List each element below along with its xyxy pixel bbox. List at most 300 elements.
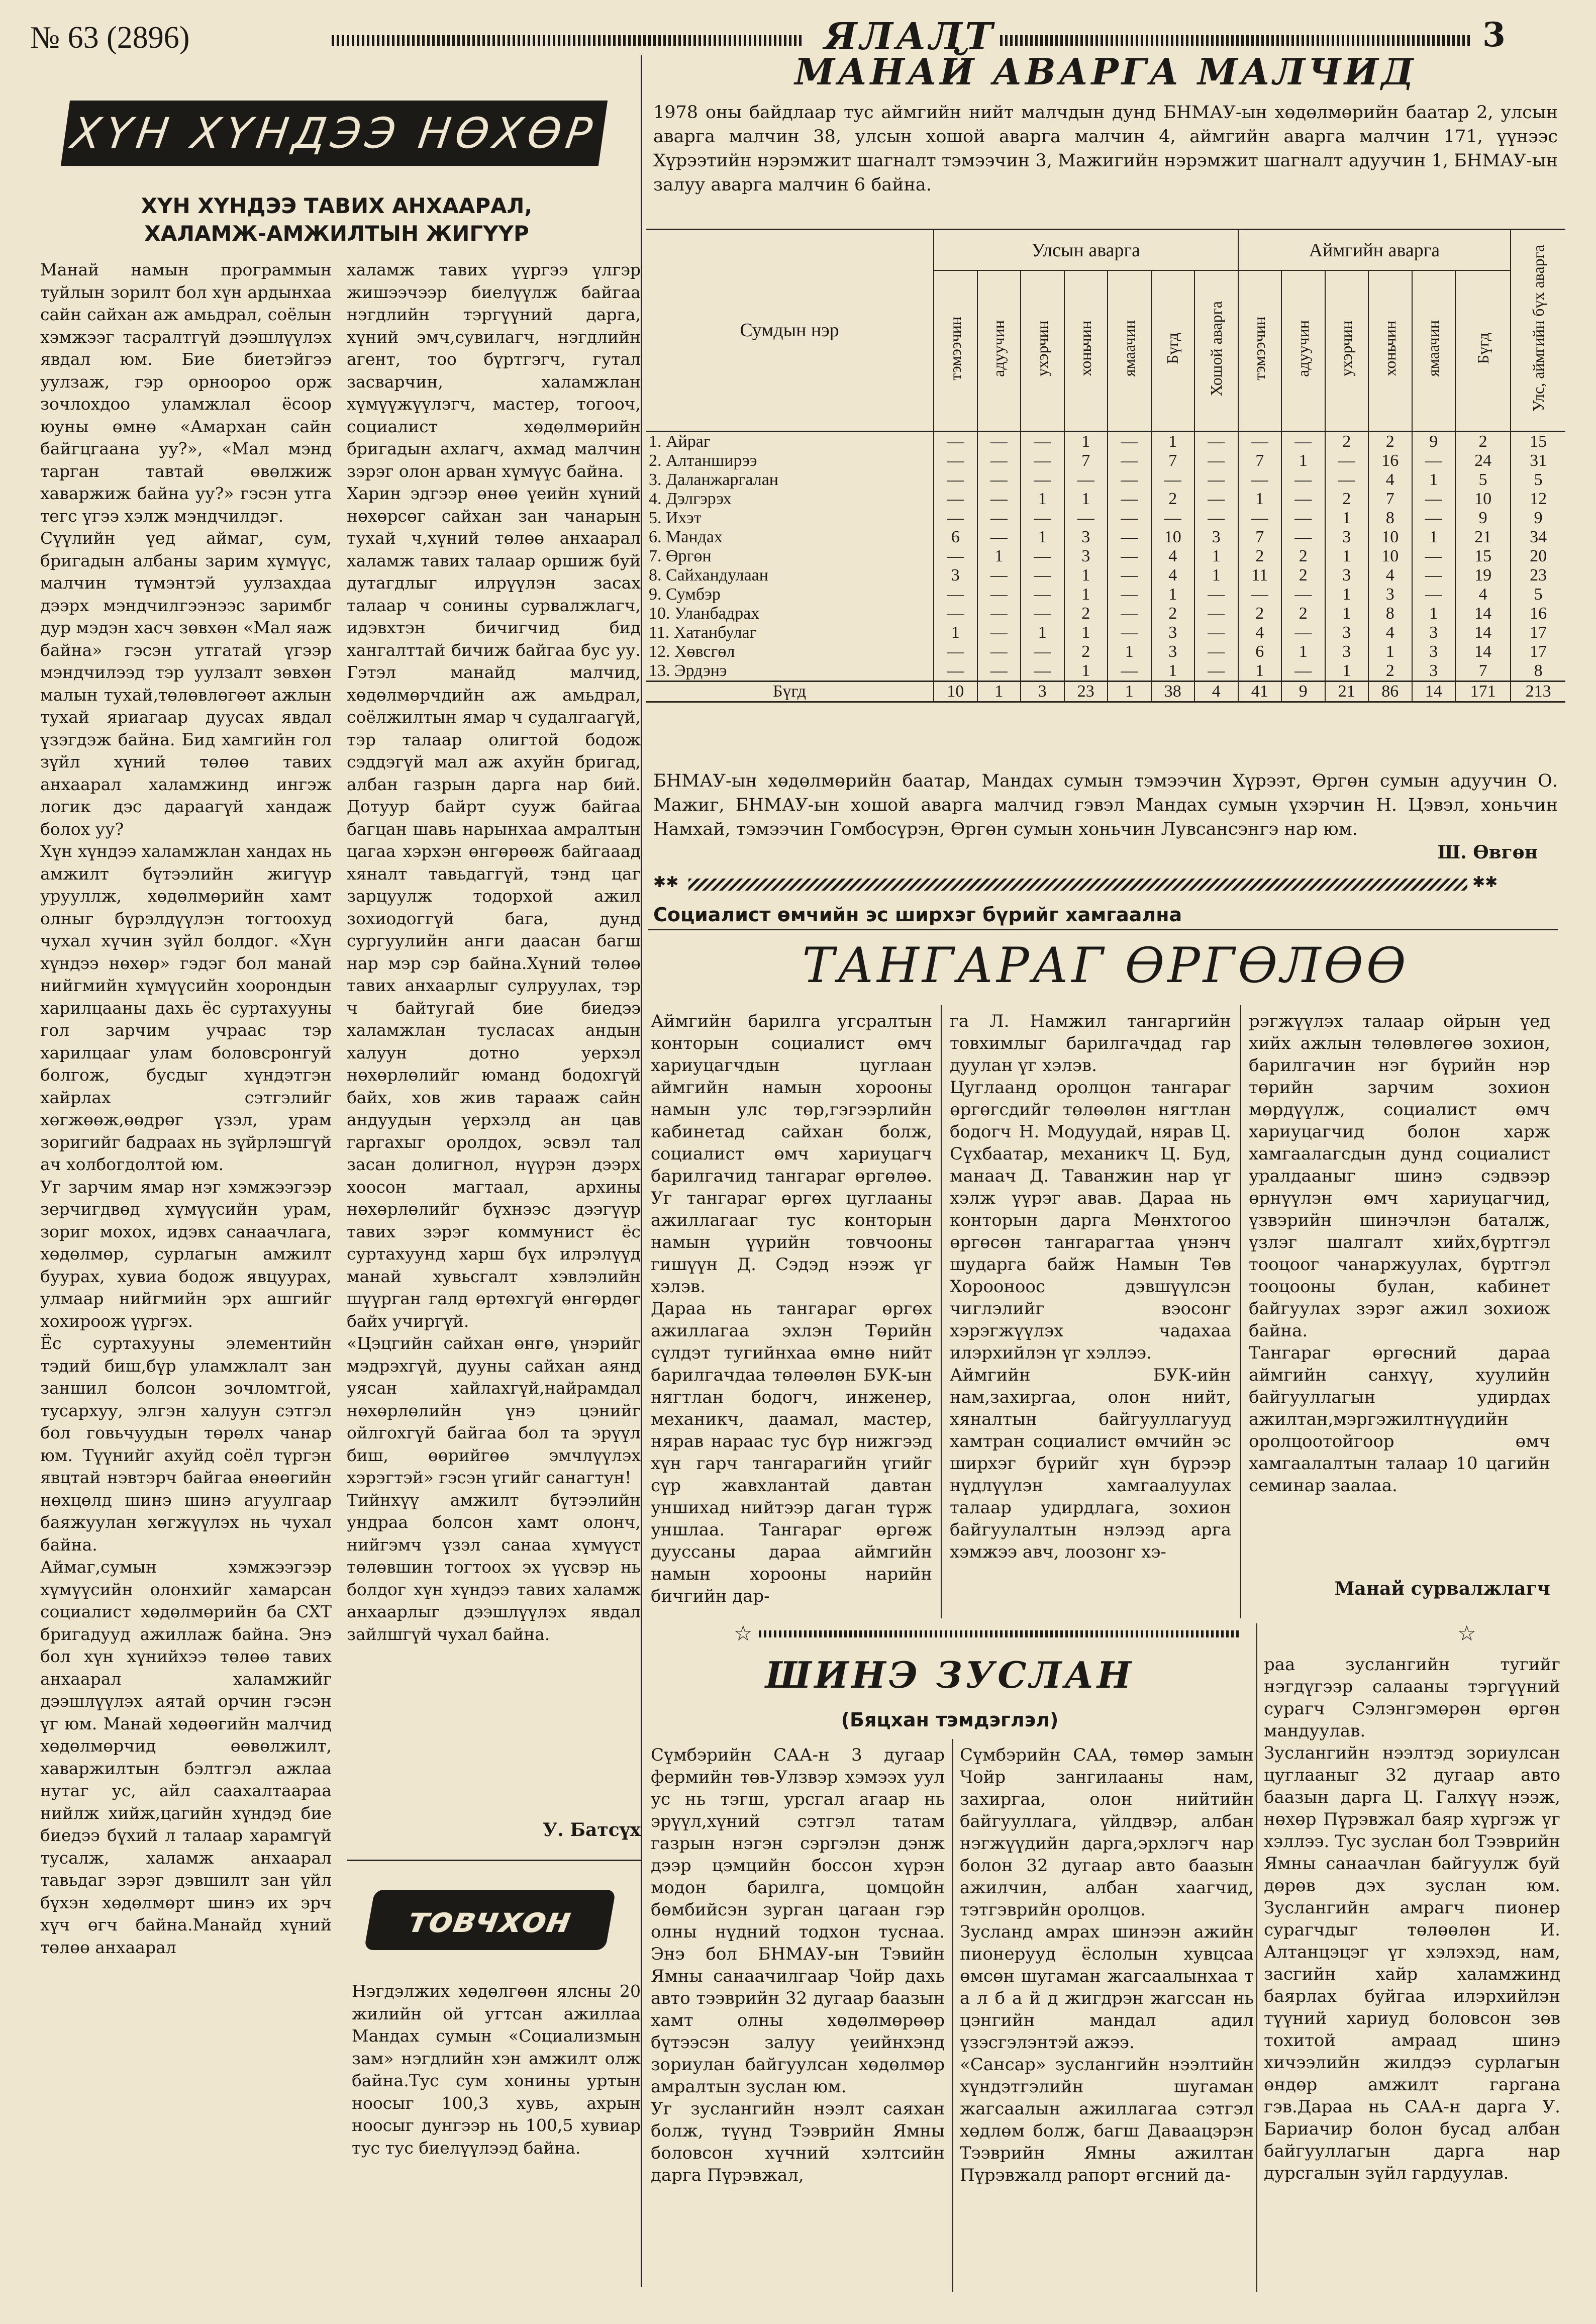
col-label: хоньчин	[1076, 321, 1095, 376]
table-cell: 2	[1064, 604, 1108, 623]
col-label: ямаачин	[1424, 320, 1443, 377]
awards-table-wrap	[646, 229, 1565, 703]
table-cell: —	[977, 470, 1021, 490]
table-cell: 14	[1455, 604, 1511, 623]
table-cell: 10	[1368, 547, 1412, 566]
table-cell: 4	[1238, 623, 1282, 642]
table-cell: —	[1021, 642, 1064, 661]
table-cell: —	[934, 604, 977, 623]
awards-title: МАНАЙ АВАРГА МАЛЧИД	[794, 50, 1417, 93]
col-aimag-goat	[1412, 270, 1456, 431]
table-cell: —	[1194, 585, 1238, 604]
camp-col-1: Сүмбэрийн САА-н 3 дугаар фермийн төв-Улзвэр хэмээх уул ус нь тэгш, урсгал агаар нь эрүүл,хүний сэтгэл татам газрын нэгэн сэргэлэн дэнж дээр цэмцийн боссон хүрэн модон барилга, цомцойн бөмбийсэн зурган цагаан гэр олны нүдний тодхон туснаа. Энэ бол БНМАУ-ын Тэвийн Ямны санаачилгаар Чойр дахь авто тээврийн 32 дугаар баазын хамт олны хөдөлмөрөөр бүтээсэн залуу үеийнхэнд зориулан байгуулсан хөдөлмөр амралтын зуслан юм. Уг зуслангийн нээлт саяхан болж, түүнд Тээврийн Ямны боловсон хүчний хэлтсийн дарга Пүрэвжал,	[651, 1745, 945, 2185]
col-label: Бүгд	[1163, 333, 1182, 364]
table-cell: —	[1412, 547, 1456, 566]
col-state-sheep	[1064, 270, 1108, 431]
table-cell: 21	[1455, 528, 1511, 547]
table-cell: 5	[1511, 585, 1565, 604]
table-cell: —	[1194, 470, 1238, 490]
table-cell: —	[977, 451, 1021, 470]
col-aimag-camel	[1238, 270, 1282, 431]
paper-name: ЯЛАЛТ	[824, 15, 996, 58]
table-cell: 3	[1064, 528, 1108, 547]
table-cell: 1	[1021, 490, 1064, 509]
table-cell-sum-name: 7. Өргөн	[649, 546, 712, 565]
table-cell: —	[1281, 509, 1325, 528]
camp-star-right: ☆	[1457, 1621, 1476, 1645]
table-cell: 2	[1368, 661, 1412, 682]
table-cell: —	[1194, 604, 1238, 623]
table-cell: 3	[1064, 547, 1108, 566]
flag-signature: Манай сурвалжлагч	[1334, 1578, 1550, 1599]
table-row	[646, 470, 1565, 490]
table-cell: 1	[1412, 470, 1456, 490]
table-row	[646, 451, 1565, 470]
table-cell: —	[934, 642, 977, 661]
table-cell-sum-name: 10. Уланбадрах	[649, 604, 760, 623]
col-aimag-cattle	[1325, 270, 1369, 431]
rubric-title: ХҮН ХҮНДЭЭ НӨХӨР	[68, 109, 600, 158]
table-cell: —	[1151, 509, 1195, 528]
table-cell: 38	[1151, 681, 1195, 701]
table-cell: 1	[1325, 661, 1369, 682]
table-cell: —	[1064, 470, 1108, 490]
col-label: Хошой аварга	[1207, 301, 1225, 396]
table-row	[646, 509, 1565, 528]
table-cell: —	[977, 490, 1021, 509]
table-cell: 3	[1325, 642, 1369, 661]
table-cell: 1	[1194, 547, 1238, 566]
table-cell-sum-name: 4. Дэлгэрэх	[649, 489, 732, 508]
table-cell: —	[977, 509, 1021, 528]
table-cell: 1	[1412, 528, 1456, 547]
table-cell: —	[1108, 604, 1151, 623]
table-cell: 7	[1238, 451, 1282, 470]
table-cell: 15	[1511, 431, 1565, 451]
table-cell: 3	[1412, 642, 1456, 661]
table-cell: 2	[1238, 604, 1282, 623]
table-cell: 8	[1511, 661, 1565, 682]
table-cell: 16	[1368, 451, 1412, 470]
table-cell: 1	[1281, 451, 1325, 470]
table-row	[646, 431, 1565, 451]
table-cell: 1	[1064, 661, 1108, 682]
header-name: Сумдын нэр	[740, 320, 839, 341]
camp-title: ШИНЭ ЗУСЛАН	[765, 1654, 1134, 1696]
col-label: ухэрчин	[1033, 320, 1051, 376]
table-cell-sum-name: 3. Даланжаргалан	[649, 470, 779, 489]
table-cell: 24	[1455, 451, 1511, 470]
table-cell-sum-name: Бүгд	[772, 682, 807, 701]
masthead-hatch-left	[332, 35, 804, 46]
brief-text: Нэгдэлжих хөдөлгөөн ялсны 20 жилийн ой угтсан ажиллаа Мандах сумын «Социализмын зам» нэгдлийн хэн амжилт олж байна.Тус сум хонины уртын ноосыг 100,3 хувь, ахрын ноосыг дунгээр нь 100,5 хувиар тус тус биелүүлээд байна.	[352, 1981, 641, 2158]
table-cell: 16	[1511, 604, 1565, 623]
table-cell: —	[977, 528, 1021, 547]
table-cell: —	[1194, 451, 1238, 470]
table-cell: —	[1064, 509, 1108, 528]
table-cell: —	[1412, 490, 1456, 509]
table-row	[646, 547, 1565, 566]
table-cell: 1	[1325, 604, 1369, 623]
table-cell: 1	[1064, 566, 1108, 585]
table-cell-sum-name: 13. Эрдэнэ	[649, 661, 727, 680]
table-cell: 86	[1368, 681, 1412, 701]
table-cell: —	[1325, 470, 1369, 490]
table-cell: 1	[1194, 566, 1238, 585]
table-cell: 3	[1412, 661, 1456, 682]
table-cell: 10	[1368, 528, 1412, 547]
awards-signature: Ш. Өвгөн	[1437, 842, 1538, 863]
banner-hatch	[688, 879, 1467, 891]
table-cell: 17	[1511, 642, 1565, 661]
table-cell: —	[1281, 528, 1325, 547]
table-cell: 23	[1064, 681, 1108, 701]
flag-article-title: ТАНГАРАГ ӨРГӨЛӨӨ	[802, 937, 1409, 994]
table-cell: —	[1151, 470, 1195, 490]
col-label: адуучин	[1293, 320, 1312, 377]
divider-left	[641, 55, 642, 2287]
table-cell: —	[1021, 566, 1064, 585]
col-state-camel	[934, 270, 977, 431]
table-cell: 1	[1064, 490, 1108, 509]
table-cell: 213	[1511, 681, 1565, 701]
table-cell: 1	[1108, 681, 1151, 701]
table-cell: —	[1325, 451, 1369, 470]
col-state-total	[1151, 270, 1195, 431]
table-cell: 11	[1238, 566, 1282, 585]
table-cell: 8	[1368, 604, 1412, 623]
table-cell: —	[1021, 451, 1064, 470]
banner-stars: ✱✱	[653, 874, 679, 891]
col-label: хоньчин	[1380, 321, 1399, 376]
table-cell: 4	[1368, 623, 1412, 642]
col-aimag-horse	[1281, 270, 1325, 431]
table-cell: 1	[1151, 431, 1195, 451]
table-cell: 21	[1325, 681, 1369, 701]
table-cell: —	[1194, 509, 1238, 528]
headline-1: ХҮН ХҮНДЭЭ ТАВИХ АНХААРАЛ,	[141, 193, 533, 218]
table-cell: 14	[1412, 681, 1456, 701]
brief-rubric	[364, 1890, 616, 1950]
table-cell: —	[977, 623, 1021, 642]
table-cell: 2	[1368, 431, 1412, 451]
awards-outro: БНМАУ-ын хөдөлмөрийн баатар, Мандах сумын тэмээчин Хүрээт, Өргөн сумын адуучин О. Мажиг, БНМАУ-ын хошой аварга малчид гэвэл Мандах сумын үхэрчин Н. Цэвэл, хоньчин Намхай, тэмээчин Гомбосүрэн, Өргөн сумын хоньчин Лувсансэнгэ нар юм.	[653, 771, 1558, 839]
table-cell: —	[1281, 470, 1325, 490]
table-cell: —	[1238, 470, 1282, 490]
table-cell: —	[1021, 509, 1064, 528]
table-cell: —	[1281, 431, 1325, 451]
table-cell: 5	[1511, 470, 1565, 490]
table-cell-sum-name: 8. Сайхандулаан	[649, 565, 768, 585]
table-cell: —	[1021, 585, 1064, 604]
banner-rubric: Социалист өмчийн эс ширхэг бүрийг хамгаална	[653, 904, 1182, 926]
table-cell: 3	[1325, 623, 1369, 642]
table-cell-sum-name: 1. Айраг	[649, 432, 711, 451]
col-label: тэмээчин	[946, 316, 964, 380]
table-cell: 14	[1455, 642, 1511, 661]
table-cell: —	[934, 470, 977, 490]
table-cell: —	[1108, 490, 1151, 509]
flag-divider-2	[1240, 1005, 1241, 1618]
table-cell: 1	[1064, 585, 1108, 604]
table-cell: —	[1108, 470, 1151, 490]
table-cell: 10	[1455, 490, 1511, 509]
table-cell: 2	[1151, 490, 1195, 509]
table-cell: 3	[1021, 681, 1064, 701]
brief-rubric-label: товчхон	[405, 1899, 575, 1941]
table-cell: 23	[1511, 566, 1565, 585]
table-cell: —	[1238, 585, 1282, 604]
table-cell: 4	[1151, 547, 1195, 566]
table-cell: 1	[977, 681, 1021, 701]
table-cell: 2	[1325, 490, 1369, 509]
header-aimag: Аймгийн аварга	[1238, 230, 1511, 270]
col-label: ямаачин	[1120, 320, 1138, 377]
headline-2: ХАЛАМЖ-АМЖИЛТЫН ЖИГҮҮР	[144, 221, 529, 246]
camp-divider-1	[952, 1739, 953, 2292]
table-cell: —	[977, 585, 1021, 604]
table-row	[646, 585, 1565, 604]
table-cell: 4	[1455, 585, 1511, 604]
table-cell: —	[1108, 509, 1151, 528]
table-cell-sum-name: 5. Ихэт	[649, 508, 702, 527]
table-cell: 9	[1412, 431, 1456, 451]
table-row	[646, 661, 1565, 682]
table-cell: 3	[1151, 623, 1195, 642]
table-cell: 171	[1455, 681, 1511, 701]
table-cell: —	[1412, 509, 1456, 528]
col-label: адуучин	[989, 320, 1008, 377]
table-cell: 1	[1368, 642, 1412, 661]
article-col-2: халамж тавих үүргээ үлгэр жишээчээр биелүүлж байгаа нэгдлийн тэргүүний дарга, хүний эмч,сувилагч, нэгдлийн агент, тоо бүртгэгч, гутал засварчин, халамжлан хүмүүжүүлэгч, мастер, тогооч, социалист хөдөлмөрийн бригадын ахлагч, ахмад малчин зэрэг олон арван хүмүүс байна. Харин эдгээр өнөө үеийн хүний нөхөрсөг сайхан зан чанарын тухай ч,хүний төлөө анхаарал халамж тавих талаар оршиж буй дутагдлыг илрүүлэн засах талаар ч сонины сурвалжлагч, идэвхтэн бичигчид бид хангалттай бичиж байгаа бус уу. Гэтэл манайд малчид, хөдөлмөрчдийн аж амьдрал, соёлжилтын ямар ч судалгаагүй, тэр талаар олигтой бодож сэддэгүй мал аж ахуйн бригад, албан газрын дарга нар бий. Дотуур байрт сууж байгаа багцан шавь нарынхаа амралтын цагаа хэрхэн өнгөрөөж байгааад хяналт тавьдаггүй, тэнд цаг зарцуулж тодорхой ажил зохиодоггүй бага, дунд сургуулийн анги даасан багш нар мэр сэр байна.Хүний төлөө тавих анхаарлыг сулруулах, тэр ч байтугай бие биедээ халамжлан тусласах андын халуун дотно уерхэл нөхөрлөлийг юманд бодохгүй байх, хов жив тарааж сайн андуудын үерхэлд ан цав гаргахыг оролдох, эсвэл тал засан долигнол, нүүрэн дээрх хоосон магтаал, архины нөхөрлөлийг бүхнээс дээгүүр тавих зэрэг коммунист ёс суртахуунд харш бүх илрэлүүд манай хувьсгалт хэвлэлийн шүүрган галд өртөхгүй өнгөрдөг байх учиргүй. «Цэцгийн сайхан өнгө, үнэрийг мэдрэхгүй, дууны сайхан аянд уясан хайлахгүй,найрамдал нөхөрлөлийн үнэ цэнийг ойлгохгүй байгаа бол та эрүүл биш, өөрийгөө эмчлүүлэх хэрэгтэй» гэсэн үгийг санагтун! Тийнхүү амжилт бүтээлийн ундраа болсон хамт олонч, нийгэмч үзэл санаа хүмүүст төлөвшин тогтоох эх үүсвэр нь болдог хүн хүндээ тавих халамж анхаарлыг дээшлүүлэх явдал зайлшгүй чухал байна.	[347, 260, 641, 1644]
table-cell: —	[1108, 623, 1151, 642]
table-cell: 17	[1511, 623, 1565, 642]
awards-table-body	[646, 431, 1565, 701]
col-label: тэмээчин	[1250, 316, 1269, 380]
table-row	[646, 566, 1565, 585]
table-cell: 3	[1151, 642, 1195, 661]
table-cell: 3	[1368, 585, 1412, 604]
awards-table	[646, 230, 1565, 701]
table-cell: 9	[1511, 509, 1565, 528]
table-cell: 7	[1368, 490, 1412, 509]
table-cell: 34	[1511, 528, 1565, 547]
table-header-row-1	[646, 230, 1565, 270]
table-cell: 2	[1281, 547, 1325, 566]
table-cell: 1	[1325, 585, 1369, 604]
table-cell: 2	[1238, 547, 1282, 566]
table-cell: —	[977, 642, 1021, 661]
table-cell-sum-name: 6. Мандах	[649, 527, 723, 546]
rubric-banner	[61, 101, 608, 166]
table-cell: —	[934, 490, 977, 509]
table-cell: 7	[1151, 451, 1195, 470]
table-cell: 19	[1455, 566, 1511, 585]
table-cell: 14	[1455, 623, 1511, 642]
table-cell: —	[1108, 431, 1151, 451]
table-cell: —	[1281, 490, 1325, 509]
table-cell: —	[1108, 585, 1151, 604]
article-col-1: Манай намын программын туйлын зорилт бол хүн ардынхаа сайн сайхан аж амьдрал, соёлын хэмжээг тасралтгүй дээшлүүлэх явдал юм. Бие биетэйгээ уулзаж, гэр орноороо орж зочлохдоо уламжлал ёсоор юуны өмнө «Амархан сайн байгцгаана уу?», «Мал мэнд тарган тавтай өвөлжиж хаваржиж байна уу?» гэсэн утга тегс үгээ хэлж мэндчилдэг. Сүүлийн үед аймаг, сум, бригадын албаны зарим хүмүүс, малчин түмэнтэй уулзахдаа дээрх мэндчилгээнээс заримбг дур мэдэн хасч зөвхөн «Мал яаж байна» гэсэн утгатай үгээр мэндчилээд тэр уулзалт зөвхөн малын тухай,төлөвлөгөөт ажлын тухай яриагаар дуусах явдал үзэгдэж байна. Бид хамгийн гол зүйл хүний төлөө тавих анхаарал халамжинд ингэж логик дэс дараагүй хандаж болох уу? Хүн хүндээ халамжлан хандах нь амжилт бүтээлийн жигүүр урууллж, хөдөлмөрийн хамт олныг бүрэлдүүлэн тогтоохуд чухал хүчин зүйл болдог. «Хүн хүндээ нөхөр» гэдэг бол манай нийгмийн хүмүүсийн хоорондын харилцааны дахь ёс суртахууны гол зарчим учраас тэр харилцааг улам боловсронгуй болгож, бусдыг хүндэтгэн хайрлах сэтгэлийг хөгжөөж,өөдрөг үзэл, урам зоригийг бадраах нь зүйрлэшгүй ач холбогдолтой юм. Уг зарчим ямар нэг хэмжээгээр зерчигдвөд хүмүүсийн урам, зориг мохох, идэвх санаачлага, хөдөлмөр, сурлагын амжилт буурах, хувиа бодож явцуурах, улмаар нийгмийн эрх ашгийг хохироож үүргэх. Ёс суртахууны элементийн тэдий биш,бүр уламжлалт зан заншил болсон зочломтгой, тусархуу, элгэн халуун сэтгэл бол говьчуудын төрөлх чанар юм. Түүнийг ахуйд соёл түргэн явцтай нэвтэрч байгаа өнөөгийн нөхцөлд шинэ шинэ агуулгаар баяжуулан хөгжүүлэх нь чухал байна. Аймаг,сумын хэмжээгээр хүмүүсийн олонхийг хамарсан социалист хөдөлмөрийн ба СХТ бригадууд ажиллаж байна. Энэ бол хүн хүнийхээ төлөө тавих анхаарал халамжийг дээшлүүлэх аятай орчин гэсэн үг юм. Манай хөдөөгийн малчид хөдөлмөрчид өөвөлжилт, хаваржилтын бэлтгэл ажлаа нутаг ус, айл саахалтаараа нийлж хийж,цагийн хүндэд бие биедээ бүхий л талаар харамгүй тусалж, халамж анхаарал тавьдаг зэрэг дэвшилт зан үйл бүхэн хөдөлмөрт шинэ их эрч хүч өгч байна.Манайд хүний төлөө анхаарал	[40, 260, 332, 1957]
col-label: ухэрчин	[1337, 320, 1356, 376]
table-cell-sum-name: 11. Хатанбулаг	[649, 623, 757, 642]
table-cell: 9	[1281, 681, 1325, 701]
table-cell: —	[934, 431, 977, 451]
issue-number: № 63 (2896)	[30, 21, 190, 55]
table-cell-sum-name: 2. Алтанширээ	[649, 451, 757, 470]
table-cell: —	[1108, 528, 1151, 547]
table-cell: 20	[1511, 547, 1565, 566]
flag-divider-1	[941, 1005, 942, 1618]
table-cell: 6	[1238, 642, 1282, 661]
table-cell: 1	[1412, 604, 1456, 623]
table-cell: —	[1021, 470, 1064, 490]
table-cell: 3	[1325, 566, 1369, 585]
table-cell: —	[934, 509, 977, 528]
table-cell: 1	[934, 623, 977, 642]
table-cell: 10	[934, 681, 977, 701]
table-cell: 1	[1238, 661, 1282, 682]
table-cell: 2	[1151, 604, 1195, 623]
col-label: Бүгд	[1473, 333, 1492, 364]
table-cell: —	[1108, 566, 1151, 585]
header-state: Улсын аварга	[934, 230, 1238, 270]
table-cell: 15	[1455, 547, 1511, 566]
page-number: 3	[1482, 15, 1506, 54]
table-cell: 1	[1064, 431, 1108, 451]
table-cell: 7	[1455, 661, 1511, 682]
banner-underline	[648, 929, 1558, 930]
table-cell: 1	[1151, 661, 1195, 682]
table-cell: 10	[1151, 528, 1195, 547]
table-cell: —	[1021, 604, 1064, 623]
table-row	[646, 528, 1565, 547]
table-cell: —	[934, 547, 977, 566]
flag-col-2: га Л. Намжил тангаргийн товхимлыг барилгачдад гар дуулан үг хэлэв. Цуглаанд оролцон тангараг өргөгсдийг төлөөлөн нягтлан бодогч Н. Модуудай, нярав Ц. Сүхбаатар, механикч Ц. Буд, манаач Д. Таванжин нар үг хэлж үүрэг авав. Дараа нь конторын дарга Мөнхтогоо өргөсөн тангарагтаа үнэнч шударга байж Намын Төв Хорооноос дэвшүүлсэн чиглэлийг вэосонг хэрэгжүүлэх чадахаа илэрхийлэн үг хэллээ. Аймгийн БУК-ийн нам,захиргаа, олон нийт, хяналтын байгууллагууд хамтран социалист өмчийн эс ширхэг бүрийг хүн бүрээр нүдлүүлэн хамгаалуулах талаар удирдлага, зохион байгуулалтын нэлээд арга хэмжээ авч, лоозонг хэ-	[950, 1011, 1231, 1562]
col-label-total-all: Улс, аймгийн бүх аварга	[1529, 244, 1547, 412]
table-cell-sum-name: 9. Сумбэр	[649, 585, 721, 604]
table-cell: —	[1194, 490, 1238, 509]
table-cell: 12	[1511, 490, 1565, 509]
table-cell: —	[934, 451, 977, 470]
table-cell: 41	[1238, 681, 1282, 701]
table-row	[646, 642, 1565, 661]
table-cell: —	[1238, 509, 1282, 528]
awards-intro: 1978 оны байдлаар тус аймгийн нийт малчдын дунд БНМАУ-ын хөдөлмөрийн баатар 2, улсын аварга малчин 38, улсын хошой аварга малчин 4, аймгийн аварга малчин 171, үүнээс Хүрээтийн нэрэмжит шагналт тэмээчин 3, Мажигийн нэрэмжит шагналт адуучин 1, БНМАУ-ын залуу аварга малчин 6 байна.	[653, 103, 1558, 195]
col-state-double	[1194, 270, 1238, 431]
camp-star-left: ☆	[734, 1621, 753, 1645]
table-cell: —	[1108, 661, 1151, 682]
table-row	[646, 623, 1565, 642]
table-cell: 2	[1281, 566, 1325, 585]
camp-col-2: Сүмбэрийн САА, төмөр замын Чойр зангилааны нам, захиргаа, олон нийтийн байгууллага, үйлдвэр, албан нэгжүүдийн дарга,эрхлэгч нар болон 32 дугаар авто баазын ажилчин, албан хаагчид, тэтгэврийн оролцов. Зусланд амрах шинээн ажийн пионерууд ёслолын хувцсаа өмсөн шугаман жагсаалынхаа т а л б а й д жигдрэн жагссан нь цэнгийн мандал адил үзэсгэлэнтэй ажээ. «Сансар» зуслангийн нээлтийн хүндэтгэлийн шугаман жагсаалын ажиллагаа сэтгэл хөдлөм болж, багш Даваацэрэн Тээврийн Ямны ажилтан Пүрэвжалд рапорт өгсний да-	[960, 1745, 1254, 2185]
banner-stars-right: ✱✱	[1472, 874, 1498, 891]
table-cell: 9	[1455, 509, 1511, 528]
camp-col-3: раа зуслангийн тугийг нэгдүгээр салааны тэргүүний сурагч Сэлэнгэмөрөн өргөн мандуулав. Зуслангийн нээлтэд зориулсан цуглааныг 32 дугаар авто баазын дарга Ц. Галхүү нээж, нөхөр Пүрэвжал баяр хүргэж үг хэллээ. Тус зуслан бол Тээврийн Ямны санаачлан байгуулж буй дөрөв дэх зуслан юм. Зуслангийн амрагч пионер сурагчдыг төлөөлөн И. Алтанцэцэг үг хэлэхэд, нам, засгийн хайр халамжинд баярлах буйгаа илэрхийлэн түүний хариуд боловсон зөв тохитой амраад шинэ хичээлийн жилдээ сурлагын өндөр амжилт гаргана гэв.Дараа нь САА-н дарга У. Бариачир болон бусад албан байгууллагын дарга нар дурсгалын зүйл гардуулав.	[1264, 1655, 1560, 2183]
table-row	[646, 604, 1565, 623]
flag-col-3: рэгжүүлэх талаар ойрын үед хийх ажлын төлөвлөгөө зохион, барилгачин нэг бүрийн нэр төрийн зарчим зохион мөрдүүлж, социалист өмч хариуцагчид болон харж хамгаалагсдын дунд социалист уралдааныг шинэ сэдвээр өрнүүлэн өмч хариуцагчид, үзвэрийн шинэчлэн баталж, үзлэг шалгалт хийх,бүртгэл тооцоог чанаржуулах, бүртгэл тооцооны булан, кабинет байгуулах зэрэг ажил зохиож байна. Тангараг өргөсний дараа аймгийн санхүү, хуулийн байгууллагын удирдах ажилтан,мэргэжилтнүүдийн оролцоотойгоор өмч хамгаалалтын талаар 10 цагийн семинар заалаа.	[1249, 1011, 1550, 1496]
table-cell: 1	[1021, 528, 1064, 547]
col-state-horse	[977, 270, 1021, 431]
table-cell: 4	[1194, 681, 1238, 701]
table-cell: —	[1412, 566, 1456, 585]
table-cell: 6	[934, 528, 977, 547]
table-cell: 1	[1325, 509, 1369, 528]
table-cell: 31	[1511, 451, 1565, 470]
col-aimag-total	[1455, 270, 1511, 431]
table-cell: 8	[1368, 509, 1412, 528]
table-cell: 3	[1194, 528, 1238, 547]
table-cell: 1	[977, 547, 1021, 566]
table-cell: —	[977, 566, 1021, 585]
table-cell: 2	[1064, 642, 1108, 661]
table-cell: 1	[1325, 547, 1369, 566]
table-cell: —	[1281, 623, 1325, 642]
col-state-cattle	[1021, 270, 1064, 431]
table-cell: 3	[1325, 528, 1369, 547]
table-cell: —	[1108, 547, 1151, 566]
table-cell: 4	[1368, 566, 1412, 585]
table-cell: 1	[1151, 585, 1195, 604]
table-cell: —	[934, 661, 977, 682]
brief-top-rule	[347, 1860, 641, 1861]
table-cell: —	[1412, 585, 1456, 604]
table-cell: —	[1021, 431, 1064, 451]
table-cell: 1	[1238, 490, 1282, 509]
table-cell: 3	[934, 566, 977, 585]
table-cell: 1	[1108, 642, 1151, 661]
table-cell: —	[977, 431, 1021, 451]
table-cell: 5	[1455, 470, 1511, 490]
col-aimag-sheep	[1368, 270, 1412, 431]
table-cell: 1	[1064, 623, 1108, 642]
table-cell: 7	[1064, 451, 1108, 470]
table-cell: —	[977, 661, 1021, 682]
table-cell: —	[1021, 661, 1064, 682]
camp-hatch	[759, 1630, 1241, 1637]
table-cell: 3	[1412, 623, 1456, 642]
table-cell: 1	[1021, 623, 1064, 642]
table-cell-sum-name: 12. Хөвсгөл	[649, 642, 735, 661]
table-cell: —	[1194, 431, 1238, 451]
masthead-hatch-right	[1000, 35, 1472, 46]
camp-divider-2	[1256, 1623, 1257, 2292]
table-cell: —	[1412, 451, 1456, 470]
table-row	[646, 490, 1565, 509]
table-cell: —	[1281, 585, 1325, 604]
table-cell: —	[1194, 623, 1238, 642]
table-cell: —	[1194, 642, 1238, 661]
table-cell: 2	[1325, 431, 1369, 451]
table-cell: —	[1194, 661, 1238, 682]
table-cell: —	[1021, 547, 1064, 566]
table-cell: —	[1281, 661, 1325, 682]
table-cell: —	[1238, 431, 1282, 451]
article-signature: У. Батсүх	[543, 1819, 641, 1841]
table-cell: 1	[1281, 642, 1325, 661]
table-cell: —	[977, 604, 1021, 623]
table-cell: 7	[1238, 528, 1282, 547]
table-cell: —	[934, 585, 977, 604]
table-cell: 4	[1368, 470, 1412, 490]
table-row	[646, 681, 1565, 701]
col-state-goat	[1108, 270, 1151, 431]
table-cell: 2	[1281, 604, 1325, 623]
table-cell: 2	[1455, 431, 1511, 451]
table-cell: —	[1108, 451, 1151, 470]
camp-subtitle: (Бяцхан тэмдэглэл)	[841, 1709, 1059, 1731]
header-total-all	[1511, 230, 1565, 431]
